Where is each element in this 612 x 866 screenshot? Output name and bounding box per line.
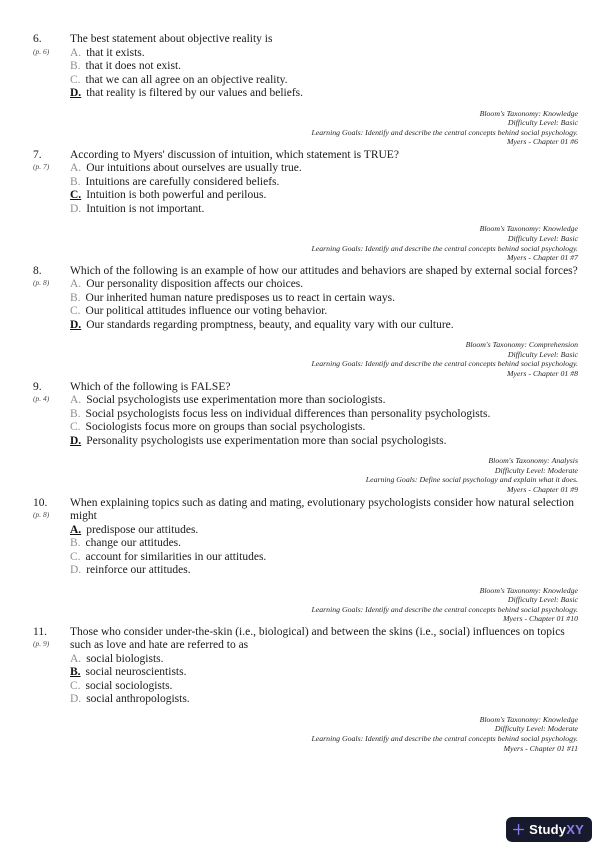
option-letter: D. bbox=[70, 434, 82, 447]
option-row bbox=[70, 305, 578, 319]
page-reference: (p. 8) bbox=[33, 510, 50, 519]
option-letter: A. bbox=[70, 46, 82, 59]
option-row bbox=[70, 176, 578, 190]
source-reference-line: Myers - Chapter 01 #10 bbox=[503, 614, 578, 624]
option-letter: A. bbox=[70, 394, 82, 407]
option-letter: C. bbox=[70, 421, 81, 434]
options-list bbox=[70, 162, 578, 216]
source-reference-line: Myers - Chapter 01 #9 bbox=[506, 484, 578, 494]
brand-text bbox=[529, 822, 584, 837]
option-letter: B. bbox=[70, 291, 81, 304]
question-margin-column bbox=[33, 149, 70, 265]
option-row bbox=[70, 421, 578, 435]
option-text: that it does not exist. bbox=[85, 60, 182, 72]
source-reference-line: Myers - Chapter 01 #6 bbox=[506, 137, 578, 147]
question-body bbox=[70, 497, 578, 626]
option-row bbox=[70, 203, 578, 217]
studyxy-logo bbox=[506, 817, 592, 842]
options-list bbox=[70, 524, 578, 578]
question-text: When explaining topics such as dating and mating, evolutionary psychologists consider how natural selection might bbox=[70, 496, 574, 522]
option-row bbox=[70, 666, 578, 680]
question-number: 10. bbox=[33, 496, 48, 509]
option-letter: A. bbox=[70, 162, 82, 175]
option-letter: B. bbox=[70, 537, 81, 549]
question-number: 6. bbox=[33, 33, 42, 45]
question-text: Those who consider under-the-skin (i.e., biological) and between the skins (i.e., social) influences on topics such as love and hate are referred to as bbox=[70, 625, 565, 652]
source-reference-line: Myers - Chapter 01 #7 bbox=[506, 253, 578, 263]
option-text: account for similarities in our attitudes. bbox=[85, 550, 267, 563]
learning-goals-line: Learning Goals: Identify and describe the central concepts behind social psychology. bbox=[311, 359, 578, 369]
option-row bbox=[70, 162, 578, 176]
option-row bbox=[70, 435, 578, 449]
option-row bbox=[70, 693, 578, 707]
option-text: Personality psychologists use experimentation more than social psychologists. bbox=[86, 434, 447, 447]
option-row bbox=[70, 47, 578, 61]
option-letter: B. bbox=[70, 407, 81, 420]
option-row bbox=[70, 292, 578, 306]
brand-study: Study bbox=[529, 822, 567, 837]
option-row bbox=[70, 537, 578, 551]
blooms-taxonomy-line: Bloom's Taxonomy: Knowledge bbox=[479, 714, 578, 724]
question-block bbox=[33, 497, 578, 626]
blooms-taxonomy-line: Bloom's Taxonomy: Knowledge bbox=[479, 108, 578, 118]
option-row bbox=[70, 74, 578, 88]
option-letter: D. bbox=[70, 318, 82, 331]
option-letter: D. bbox=[70, 87, 82, 99]
difficulty-level-line: Difficulty Level: Basic bbox=[507, 233, 578, 243]
metadata-block bbox=[70, 586, 578, 624]
question-number: 9. bbox=[33, 380, 42, 393]
question-text: Which of the following is FALSE? bbox=[70, 380, 231, 393]
difficulty-level-line: Difficulty Level: Basic bbox=[507, 595, 578, 605]
option-text: social anthropologists. bbox=[86, 693, 190, 706]
option-row bbox=[70, 189, 578, 203]
source-reference-line: Myers - Chapter 01 #11 bbox=[503, 743, 578, 753]
option-text: Our inherited human nature predisposes us to react in certain ways. bbox=[85, 291, 395, 304]
question-text: Which of the following is an example of how our attitudes and behaviors are shaped by external social forces? bbox=[70, 264, 578, 277]
metadata-block bbox=[70, 224, 578, 262]
learning-goals-line: Learning Goals: Identify and describe the central concepts behind social psychology. bbox=[311, 127, 578, 137]
question-margin-column bbox=[33, 626, 70, 755]
option-letter: C. bbox=[70, 679, 81, 692]
option-row bbox=[70, 278, 578, 292]
learning-goals-line: Learning Goals: Define social psychology and explain what it does. bbox=[365, 475, 578, 485]
option-letter: D. bbox=[70, 693, 82, 706]
option-letter: B. bbox=[70, 175, 81, 188]
question-block bbox=[33, 626, 578, 755]
question-block bbox=[33, 149, 578, 265]
page-reference: (p. 8) bbox=[33, 278, 50, 288]
page-reference: (p. 9) bbox=[33, 639, 50, 649]
option-text: social neuroscientists. bbox=[85, 666, 187, 679]
difficulty-level-line: Difficulty Level: Basic bbox=[507, 118, 578, 128]
brand-xy: XY bbox=[566, 822, 584, 837]
question-text: According to Myers' discussion of intuition, which statement is TRUE? bbox=[70, 148, 399, 161]
option-row bbox=[70, 394, 578, 408]
option-letter: A. bbox=[70, 278, 82, 291]
option-letter: B. bbox=[70, 60, 81, 72]
option-row bbox=[70, 87, 578, 101]
question-body bbox=[70, 33, 578, 149]
question-list bbox=[33, 33, 578, 755]
option-text: Our political attitudes influence our voting behavior. bbox=[85, 305, 328, 318]
learning-goals-line: Learning Goals: Identify and describe the central concepts behind social psychology. bbox=[311, 604, 578, 614]
option-row bbox=[70, 680, 578, 694]
question-body bbox=[70, 626, 578, 755]
metadata-block bbox=[70, 456, 578, 494]
option-text: Intuitions are carefully considered beliefs. bbox=[85, 175, 280, 188]
question-number: 11. bbox=[33, 625, 47, 638]
metadata-block bbox=[70, 715, 578, 753]
option-row bbox=[70, 653, 578, 667]
option-letter: A. bbox=[70, 652, 82, 665]
difficulty-level-line: Difficulty Level: Moderate bbox=[494, 724, 578, 734]
blooms-taxonomy-line: Bloom's Taxonomy: Knowledge bbox=[479, 224, 578, 234]
option-text: Our intuitions about ourselves are usually true. bbox=[86, 162, 302, 175]
option-text: change our attitudes. bbox=[85, 537, 182, 549]
question-margin-column bbox=[33, 497, 70, 626]
page-reference: (p. 7) bbox=[33, 162, 50, 172]
learning-goals-line: Learning Goals: Identify and describe the central concepts behind social psychology. bbox=[311, 243, 578, 253]
page-reference: (p. 4) bbox=[33, 394, 50, 404]
learning-goals-line: Learning Goals: Identify and describe the central concepts behind social psychology. bbox=[311, 734, 578, 744]
option-text: Sociologists focus more on groups than social psychologists. bbox=[85, 421, 366, 434]
question-margin-column bbox=[33, 381, 70, 497]
options-list bbox=[70, 653, 578, 707]
blooms-taxonomy-line: Bloom's Taxonomy: Comprehension bbox=[465, 340, 578, 350]
metadata-block bbox=[70, 340, 578, 378]
option-text: Social psychologists use experimentation more than sociologists. bbox=[86, 394, 386, 407]
options-list bbox=[70, 394, 578, 448]
blooms-taxonomy-line: Bloom's Taxonomy: Knowledge bbox=[479, 585, 578, 595]
option-row bbox=[70, 524, 578, 538]
option-text: that it exists. bbox=[86, 46, 145, 59]
option-text: Social psychologists focus less on individual differences than personality psychologists. bbox=[85, 407, 491, 420]
option-letter: A. bbox=[70, 523, 82, 536]
option-text: reinforce our attitudes. bbox=[86, 564, 191, 576]
question-text: The best statement about objective reality is bbox=[70, 33, 273, 45]
option-letter: C. bbox=[70, 305, 81, 318]
question-number: 7. bbox=[33, 148, 42, 161]
option-row bbox=[70, 319, 578, 333]
option-text: Our personality disposition affects our choices. bbox=[86, 278, 304, 291]
option-text: social biologists. bbox=[86, 652, 164, 665]
question-margin-column bbox=[33, 265, 70, 381]
option-text: Our standards regarding promptness, beauty, and equality vary with our culture. bbox=[86, 318, 454, 331]
options-list bbox=[70, 47, 578, 101]
question-block bbox=[33, 381, 578, 497]
option-letter: C. bbox=[70, 189, 82, 202]
difficulty-level-line: Difficulty Level: Basic bbox=[507, 349, 578, 359]
option-letter: B. bbox=[70, 666, 81, 679]
option-row bbox=[70, 60, 578, 74]
option-letter: D. bbox=[70, 202, 82, 215]
question-body bbox=[70, 265, 578, 381]
question-body bbox=[70, 381, 578, 497]
blooms-taxonomy-line: Bloom's Taxonomy: Analysis bbox=[488, 456, 578, 466]
option-text: Intuition is not important. bbox=[86, 202, 205, 215]
option-row bbox=[70, 408, 578, 422]
option-text: that we can all agree on an objective reality. bbox=[85, 73, 288, 86]
difficulty-level-line: Difficulty Level: Moderate bbox=[494, 465, 578, 475]
metadata-block bbox=[70, 109, 578, 147]
option-text: that reality is filtered by our values and beliefs. bbox=[86, 87, 304, 99]
question-block bbox=[33, 265, 578, 381]
option-letter: C. bbox=[70, 550, 81, 563]
option-text: social sociologists. bbox=[85, 679, 173, 692]
page-reference: (p. 6) bbox=[33, 46, 50, 56]
plus-icon bbox=[513, 822, 524, 837]
option-letter: C. bbox=[70, 73, 81, 86]
question-number: 8. bbox=[33, 264, 42, 277]
question-block bbox=[33, 33, 578, 149]
question-body bbox=[70, 149, 578, 265]
option-row bbox=[70, 551, 578, 565]
option-row bbox=[70, 564, 578, 578]
option-letter: D. bbox=[70, 564, 82, 576]
options-list bbox=[70, 278, 578, 332]
option-text: Intuition is both powerful and perilous. bbox=[86, 189, 267, 202]
question-margin-column bbox=[33, 33, 70, 149]
option-text: predispose our attitudes. bbox=[86, 523, 199, 536]
source-reference-line: Myers - Chapter 01 #8 bbox=[506, 369, 578, 379]
